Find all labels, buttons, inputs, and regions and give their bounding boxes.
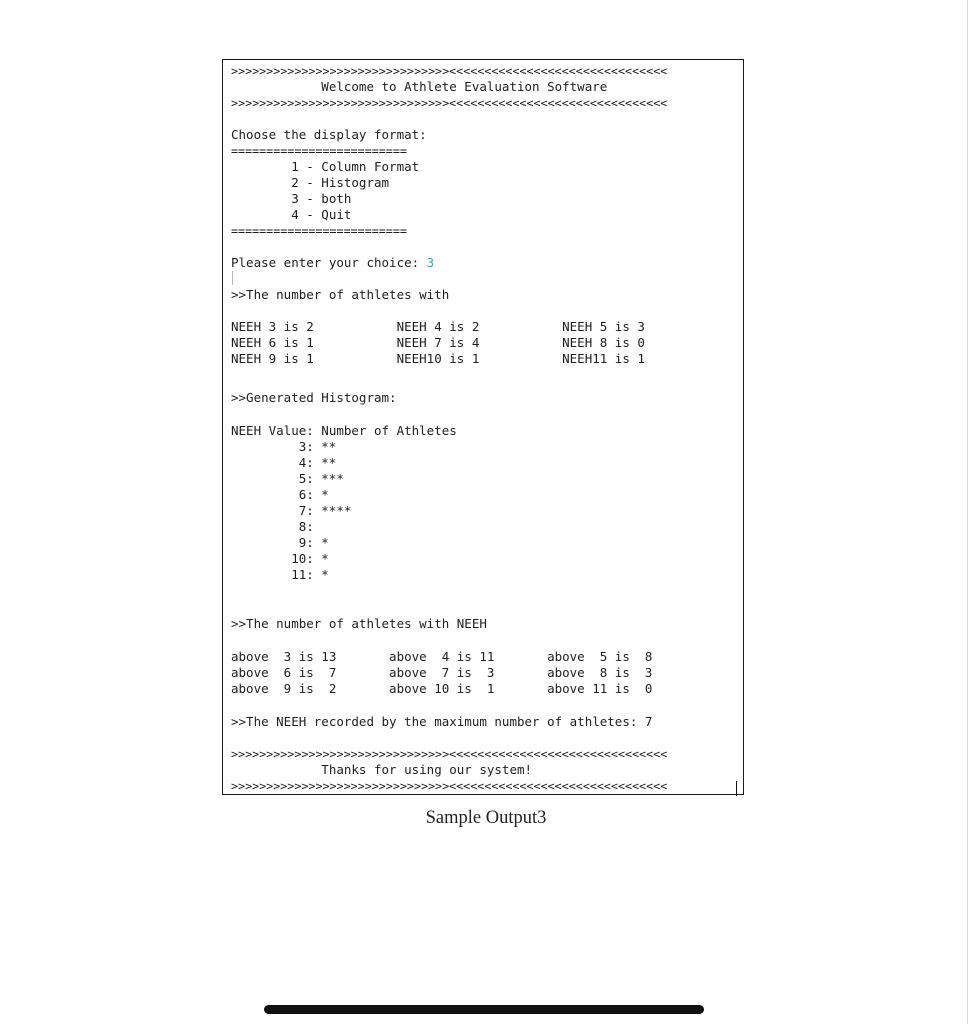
menu-option-both: 3 - both bbox=[231, 191, 352, 206]
console-output-panel bbox=[222, 59, 744, 795]
choice-input-value: 3 bbox=[426, 255, 435, 270]
menu-title: Choose the display format: bbox=[231, 127, 427, 142]
figure-caption: Sample Output3 bbox=[425, 808, 547, 828]
menu-option-column-format: 1 - Column Format bbox=[231, 159, 420, 174]
above-row: above 6 is 7 above 7 is 3 above 8 is 3 bbox=[231, 665, 653, 680]
banner-bottom: >>>>>>>>>>>>>>>>>>>>>>>>>>>>>>><<<<<<<<<<<<<<<<<<<<<<<<<<<<<<< bbox=[231, 747, 668, 761]
histogram-row: 6: * bbox=[231, 487, 329, 502]
banner-top: >>>>>>>>>>>>>>>>>>>>>>>>>>>>>>><<<<<<<<<<<<<<<<<<<<<<<<<<<<<<< bbox=[231, 64, 668, 78]
menu-rule-top: ========================= bbox=[231, 144, 407, 158]
input-caret bbox=[232, 271, 233, 285]
count-row: NEEH 6 is 1 NEEH 7 is 4 NEEH 8 is 0 bbox=[231, 335, 645, 350]
histogram-row: 10: * bbox=[231, 551, 329, 566]
above-row: above 9 is 2 above 10 is 1 above 11 is 0 bbox=[231, 681, 653, 696]
choice-prompt bbox=[231, 255, 434, 271]
histogram-row: 7: **** bbox=[231, 503, 352, 518]
menu-option-quit: 4 - Quit bbox=[231, 207, 352, 222]
banner-top-2: >>>>>>>>>>>>>>>>>>>>>>>>>>>>>>><<<<<<<<<<<<<<<<<<<<<<<<<<<<<<< bbox=[231, 96, 668, 110]
histogram-row: 11: * bbox=[231, 567, 329, 582]
thanks-message: Thanks for using our system! bbox=[231, 762, 533, 777]
above-row: above 3 is 13 above 4 is 11 above 5 is 8 bbox=[231, 649, 653, 664]
above-header: >>The number of athletes with NEEH bbox=[231, 616, 487, 631]
page-edge-divider bbox=[967, 0, 968, 1024]
menu-option-histogram: 2 - Histogram bbox=[231, 175, 390, 190]
text-cursor bbox=[736, 781, 737, 796]
banner-bottom-2: >>>>>>>>>>>>>>>>>>>>>>>>>>>>>>><<<<<<<<<<<<<<<<<<<<<<<<<<<<<<< bbox=[231, 779, 668, 793]
choice-prompt-label: Please enter your choice: bbox=[231, 255, 427, 270]
histogram-row: 3: ** bbox=[231, 439, 337, 454]
histogram-row: 4: ** bbox=[231, 455, 337, 470]
max-neeh-line: >>The NEEH recorded by the maximum number of athletes: 7 bbox=[231, 714, 653, 729]
count-row: NEEH 9 is 1 NEEH10 is 1 NEEH11 is 1 bbox=[231, 351, 645, 366]
count-header: >>The number of athletes with bbox=[231, 287, 450, 302]
histogram-header: >>Generated Histogram: bbox=[231, 390, 397, 405]
count-row: NEEH 3 is 2 NEEH 4 is 2 NEEH 5 is 3 bbox=[231, 319, 645, 334]
histogram-row: 9: * bbox=[231, 535, 329, 550]
histogram-row: 5: *** bbox=[231, 471, 344, 486]
histogram-caption: NEEH Value: Number of Athletes bbox=[231, 423, 457, 438]
welcome-title: Welcome to Athlete Evaluation Software bbox=[231, 79, 608, 94]
home-indicator-bar[interactable] bbox=[264, 1005, 704, 1014]
histogram-row: 8: bbox=[231, 519, 314, 534]
menu-rule-bottom: ========================= bbox=[231, 224, 407, 238]
